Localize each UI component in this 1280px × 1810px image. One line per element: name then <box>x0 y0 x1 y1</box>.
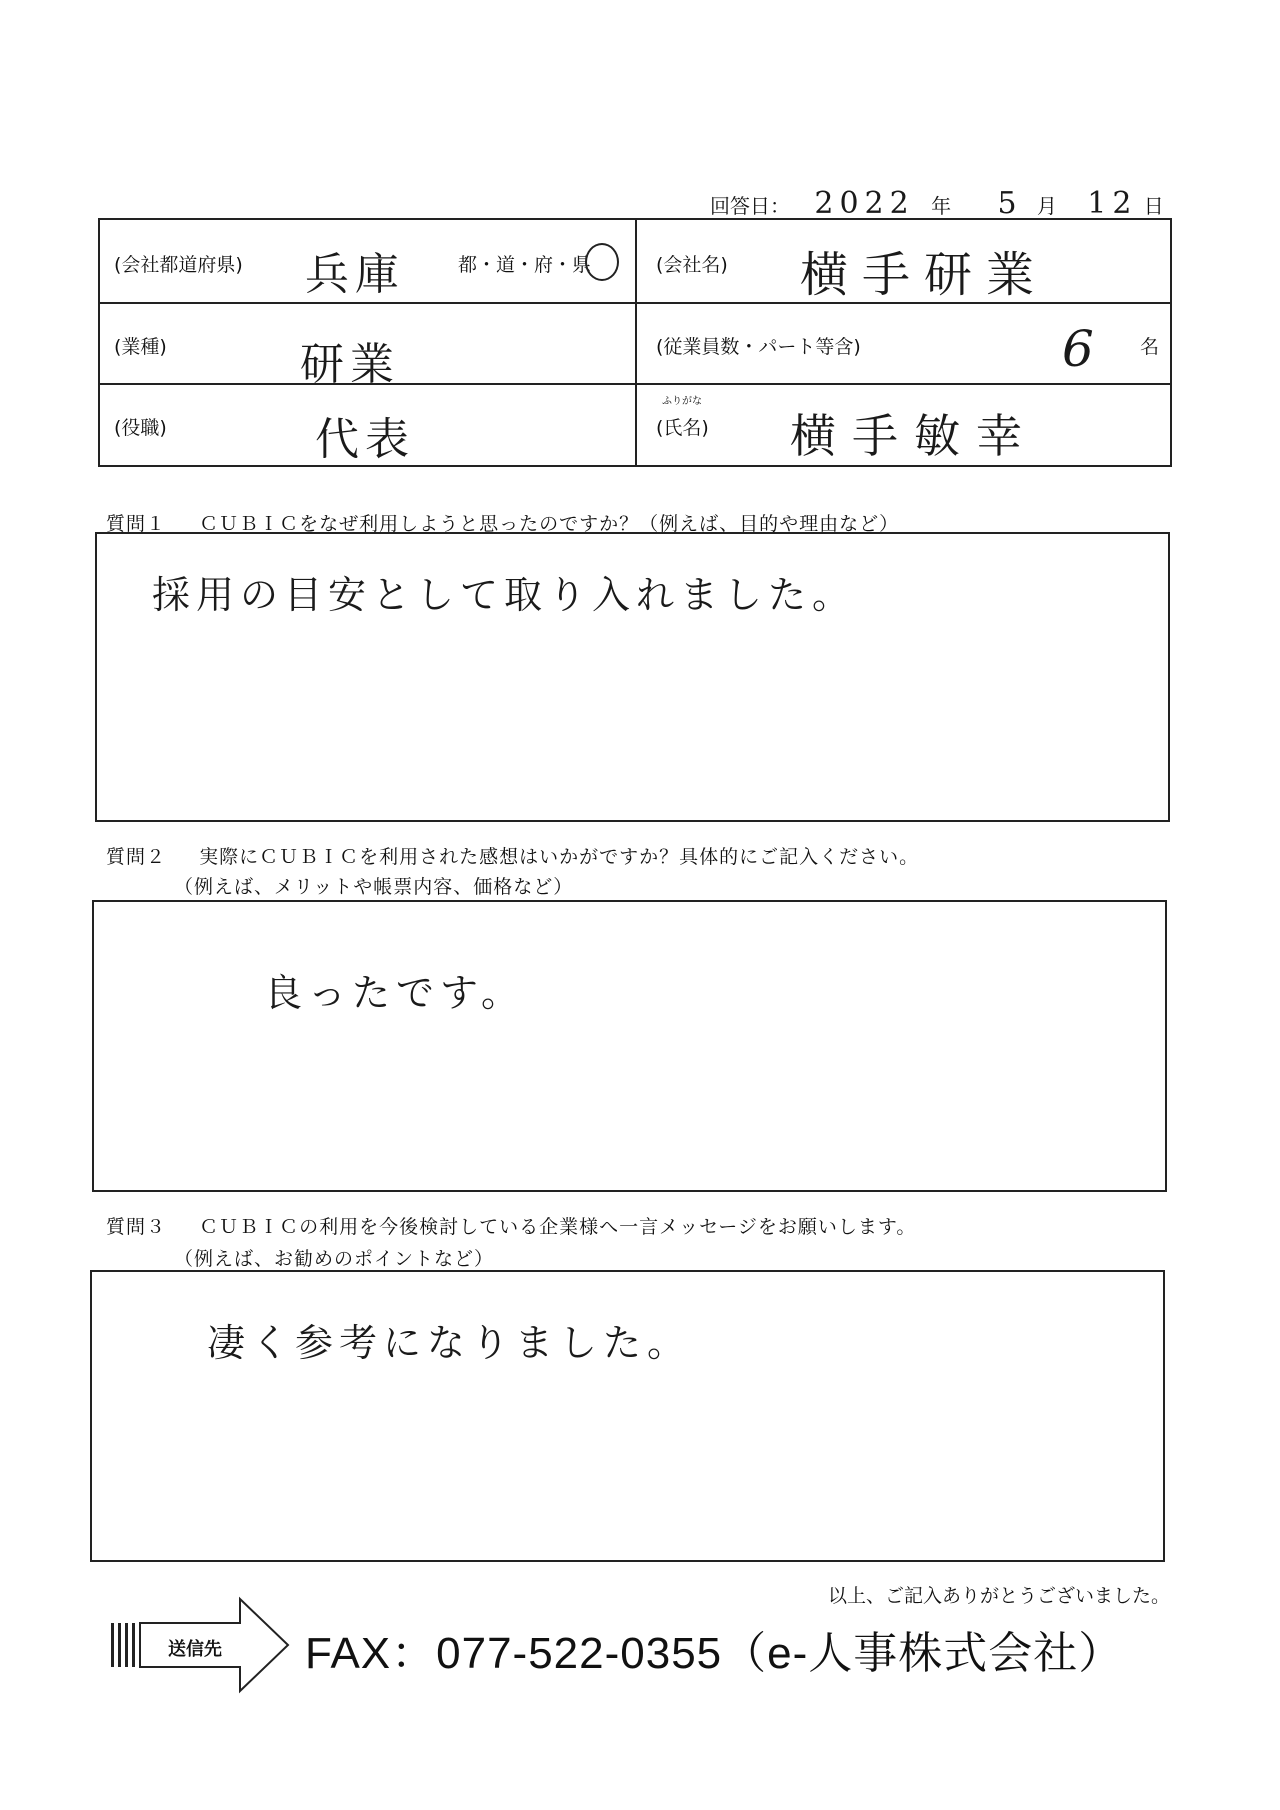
fax-destination <box>110 1595 1180 1695</box>
question-3-text: ＣＵＢＩＣの利用を今後検討している企業様へ一言メッセージをお願いします。 <box>199 1216 917 1238</box>
answer-year: 2022 <box>814 186 915 221</box>
question-2 <box>106 842 919 869</box>
question-2-subtext: （例えば、メリットや帳票内容、価格など） <box>174 876 574 898</box>
answer-1-box[interactable] <box>95 532 1170 822</box>
day-unit: 日 <box>1143 194 1164 218</box>
name-value[interactable]: 横手敏幸 <box>790 409 1038 463</box>
answer-2-text: 良ったです。 <box>264 971 525 1015</box>
answer-2-box[interactable] <box>92 900 1167 1192</box>
prefecture-circle-mark <box>585 243 619 281</box>
question-3-label: 質問３ <box>106 1216 167 1238</box>
send-label: 送信先 <box>168 1639 222 1660</box>
question-3 <box>106 1212 916 1239</box>
question-2-text: 実際にＣＵＢＩＣを利用された感想はいかがですか？具体的にご記入ください。 <box>199 846 920 868</box>
question-3-subtext: （例えば、お勧めのポイントなど） <box>174 1248 495 1270</box>
fax-number[interactable]: FAX：077-522-0355（e-人事株式会社） <box>305 1629 1124 1678</box>
answer-3-text: 凄く参考になりました。 <box>207 1321 692 1365</box>
prefecture-label: (会社都道府県) <box>114 254 243 276</box>
position-label: (役職) <box>114 417 167 439</box>
position-value[interactable]: 代表 <box>315 414 415 465</box>
year-unit: 年 <box>931 194 952 218</box>
employees-label: (従業員数・パート等含) <box>656 336 861 358</box>
question-2-label: 質問２ <box>106 846 167 868</box>
question-1-text: ＣＵＢＩＣをなぜ利用しようと思ったのですか？（例えば、目的や理由など） <box>199 513 900 535</box>
name-label: (氏名) <box>656 417 709 439</box>
name-ruby: ふりがな <box>662 396 702 407</box>
company-value[interactable]: 横手研業 <box>800 247 1049 303</box>
info-table <box>98 218 1172 467</box>
answer-month: 5 <box>997 186 1023 221</box>
company-label: (会社名) <box>656 254 728 276</box>
answer-3-box[interactable] <box>90 1270 1165 1562</box>
thanks-message: 以上、ご記入ありがとうございました。 <box>827 1585 1170 1607</box>
answer-day: 12 <box>1087 186 1138 221</box>
month-unit: 月 <box>1036 194 1057 218</box>
answer-date-label: 回答日： <box>710 194 790 218</box>
prefecture-suffix: 都・道・府・県 <box>458 254 592 276</box>
answer-date <box>710 186 1164 221</box>
employees-value[interactable]: 6 <box>1062 320 1100 378</box>
answer-1-text: 採用の目安として取り入れました。 <box>152 573 857 617</box>
industry-value[interactable]: 研業 <box>300 339 400 390</box>
question-1-label: 質問１ <box>106 513 167 535</box>
industry-label: (業種) <box>114 336 167 358</box>
employees-unit: 名 <box>1140 336 1160 358</box>
prefecture-value[interactable]: 兵庫 <box>305 249 405 300</box>
